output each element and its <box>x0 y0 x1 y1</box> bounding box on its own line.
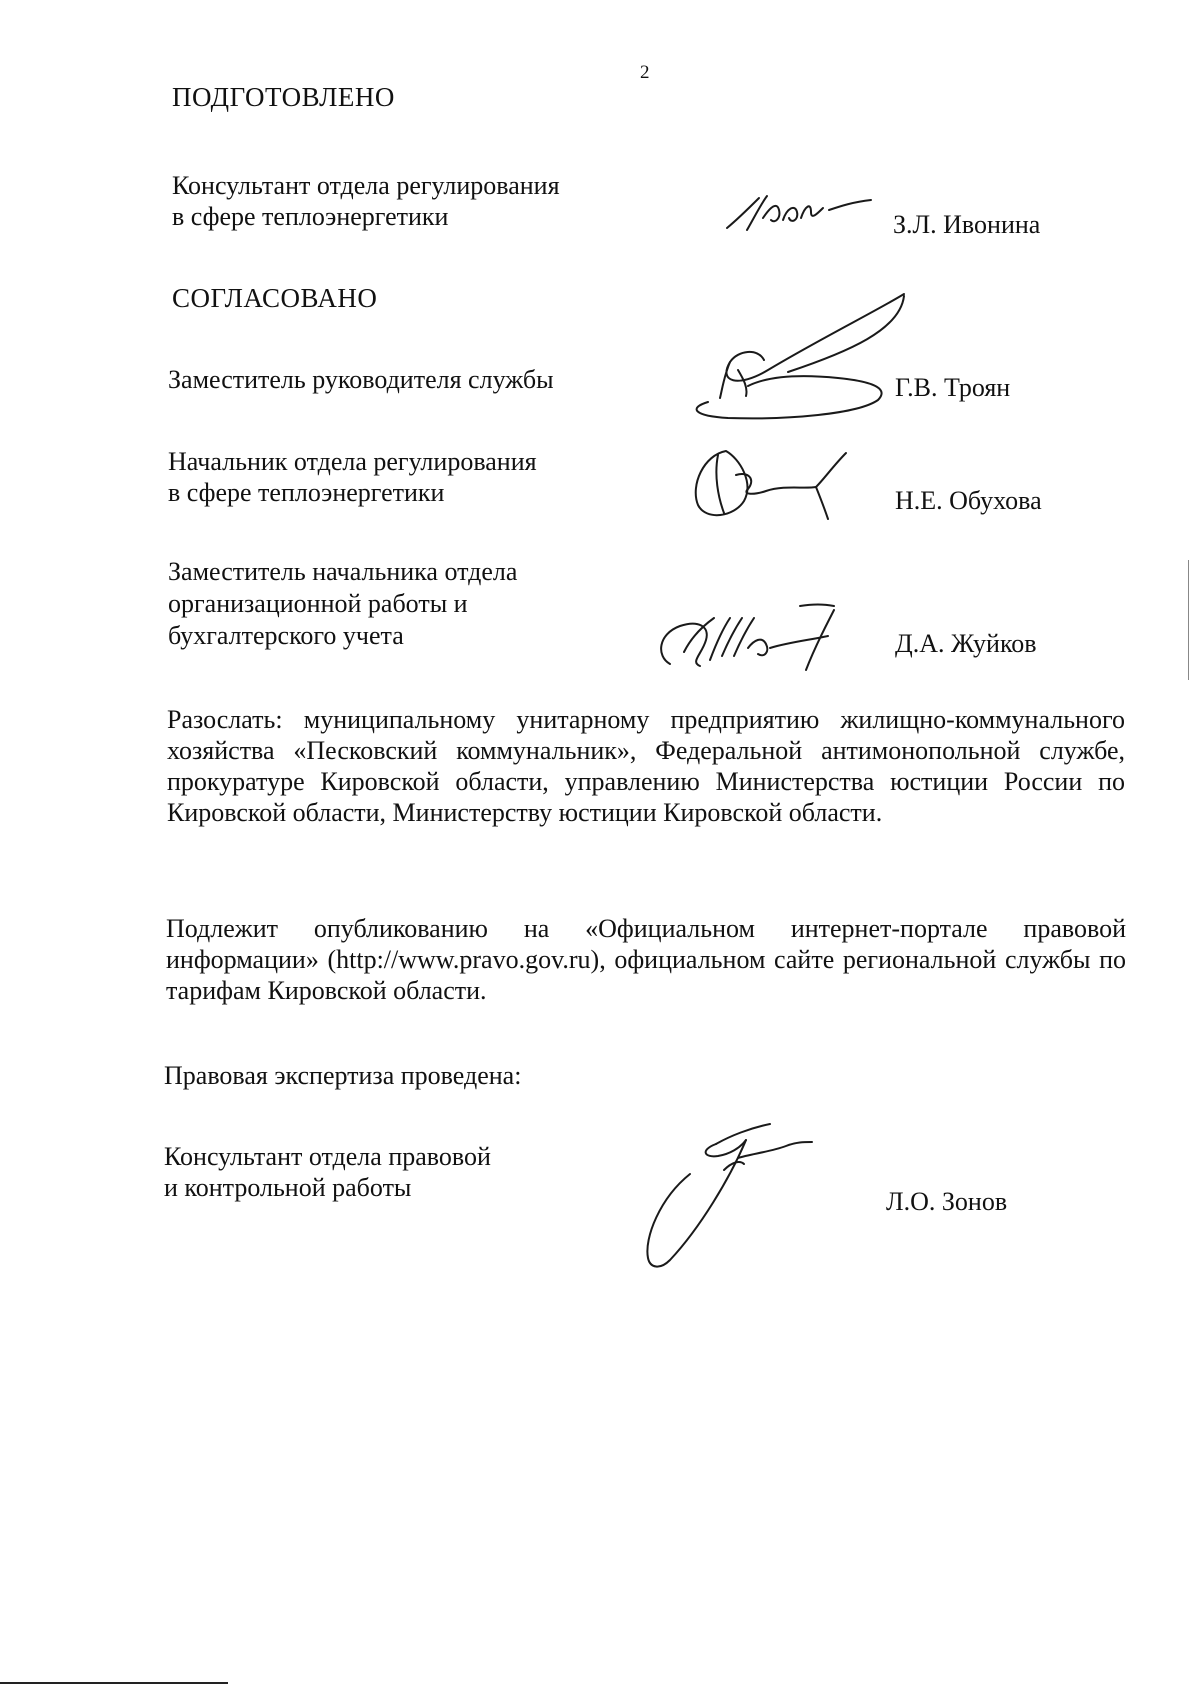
prepared-heading: ПОДГОТОВЛЕНО <box>172 82 395 112</box>
signature-obukhova <box>684 445 854 525</box>
agreed-signer-3-position-line3: бухгалтерского учета <box>168 621 404 650</box>
legal-review-signer-name: Л.О. Зонов <box>886 1187 1008 1216</box>
agreed-signer-1-name: Г.В. Троян <box>895 373 1011 402</box>
prepared-signer-name: З.Л. Ивонина <box>893 210 1041 239</box>
footnote-rule <box>0 1682 228 1684</box>
scan-edge-mark <box>1188 560 1189 680</box>
distribution-paragraph: Разослать: муниципальному унитарному предприятию жилищно-коммунального хозяйства «Песковский коммунальник», Федеральной антимонопольной службе, прокуратуре Кировской области, управлению Министерства юстиции России по Кировской области, Министерству юстиции Кировской области. <box>167 705 1125 827</box>
agreed-signer-2-position-line2: в сфере теплоэнергетики <box>168 478 445 507</box>
legal-review-position-line2: и контрольной работы <box>164 1173 412 1202</box>
agreed-signer-3-position-line2: организационной работы и <box>168 589 468 618</box>
agreed-signer-3-name: Д.А. Жуйков <box>895 629 1037 658</box>
agreed-signer-3-position-line1: Заместитель начальника отдела <box>168 557 518 586</box>
prepared-position-line2: в сфере теплоэнергетики <box>172 202 449 231</box>
signature-zhuykov <box>650 600 890 680</box>
signature-zonov <box>620 1118 820 1268</box>
legal-review-heading: Правовая экспертиза проведена: <box>164 1061 522 1090</box>
agreed-signer-2-position-line1: Начальник отдела регулирования <box>168 447 537 476</box>
page-number: 2 <box>640 62 650 83</box>
signature-troyan <box>668 290 908 440</box>
signature-ivonina <box>725 190 875 240</box>
prepared-position-line1: Консультант отдела регулирования <box>172 171 560 200</box>
legal-review-position-line1: Консультант отдела правовой <box>164 1142 491 1171</box>
publication-paragraph: Подлежит опубликованию на «Официальном интернет-портале правовой информации» (http://www.pravo.gov.ru), официальном сайте региональной службы по тарифам Кировской области. <box>166 914 1126 1005</box>
agreed-heading: СОГЛАСОВАНО <box>172 283 378 313</box>
agreed-signer-2-name: Н.Е. Обухова <box>895 486 1042 515</box>
agreed-signer-1-position: Заместитель руководителя службы <box>168 365 554 394</box>
